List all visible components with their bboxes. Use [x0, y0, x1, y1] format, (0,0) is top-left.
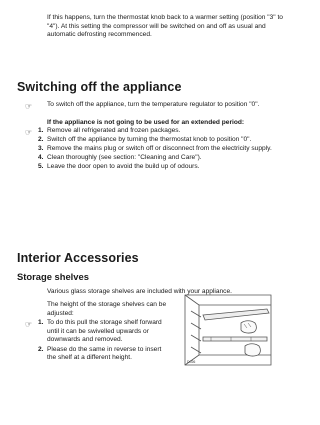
list-item [38, 154, 283, 163]
step-text: Please do the same in reverse to insert the shelf at a different height. [47, 345, 162, 362]
switch-off-steps [38, 127, 283, 172]
step-number: 5. [38, 163, 44, 171]
shelf-steps [38, 319, 167, 364]
step-text: Leave the door open to avoid the build up of odours. [47, 163, 200, 171]
step-text: Remove the mains plug or switch off or disconnect from the electricity supply. [47, 145, 272, 153]
list-item [38, 127, 283, 136]
step-number: 1. [38, 319, 44, 326]
step-text: To do this pull the storage shelf forward until it can be swivelled upwards or downwards and removed. [47, 319, 162, 344]
storage-shelves-heading: Storage shelves [17, 271, 89, 282]
step-number: 2. [38, 345, 44, 353]
hand-pointer-icon: ☞ [25, 320, 33, 329]
step-number: 4. [38, 154, 44, 162]
step-number: 2. [38, 136, 44, 144]
intro-paragraph: If this happens, turn the thermostat knob back to a warmer setting (position "3" to "4"). At this setting the compressor will be switched on and off as usual and automatic defrosting recommenced. [47, 14, 283, 39]
step-text: Switch off the appliance by turning the thermostat knob to position "0". [47, 136, 252, 144]
shelves-intro: Various glass storage shelves are included with your appliance. [47, 288, 232, 295]
step-text: Remove all refrigerated and frozen packages. [47, 127, 181, 134]
hand-pointer-icon: ☞ [25, 128, 33, 137]
shelf-illustration [181, 293, 275, 370]
list-item [38, 163, 283, 172]
interior-accessories-heading: Interior Accessories [17, 251, 139, 265]
list-item [38, 319, 167, 345]
extended-period-heading: If the appliance is not going to be used for an extended period: [47, 119, 245, 126]
step-text: Clean thoroughly (see section: "Cleaning and Care"). [47, 154, 202, 162]
switch-off-tip: To switch off the appliance, turn the temperature regulator to position "0". [47, 101, 260, 108]
figure-code: D026 [187, 360, 196, 364]
list-item [38, 136, 283, 145]
shelves-height-text: The height of the storage shelves can be adjusted: [47, 301, 167, 317]
switching-off-heading: Switching off the appliance [17, 80, 182, 94]
hand-pointer-icon: ☞ [25, 102, 33, 111]
step-number: 1. [38, 127, 44, 134]
list-item [38, 345, 167, 363]
list-item [38, 145, 283, 154]
step-number: 3. [38, 145, 44, 153]
